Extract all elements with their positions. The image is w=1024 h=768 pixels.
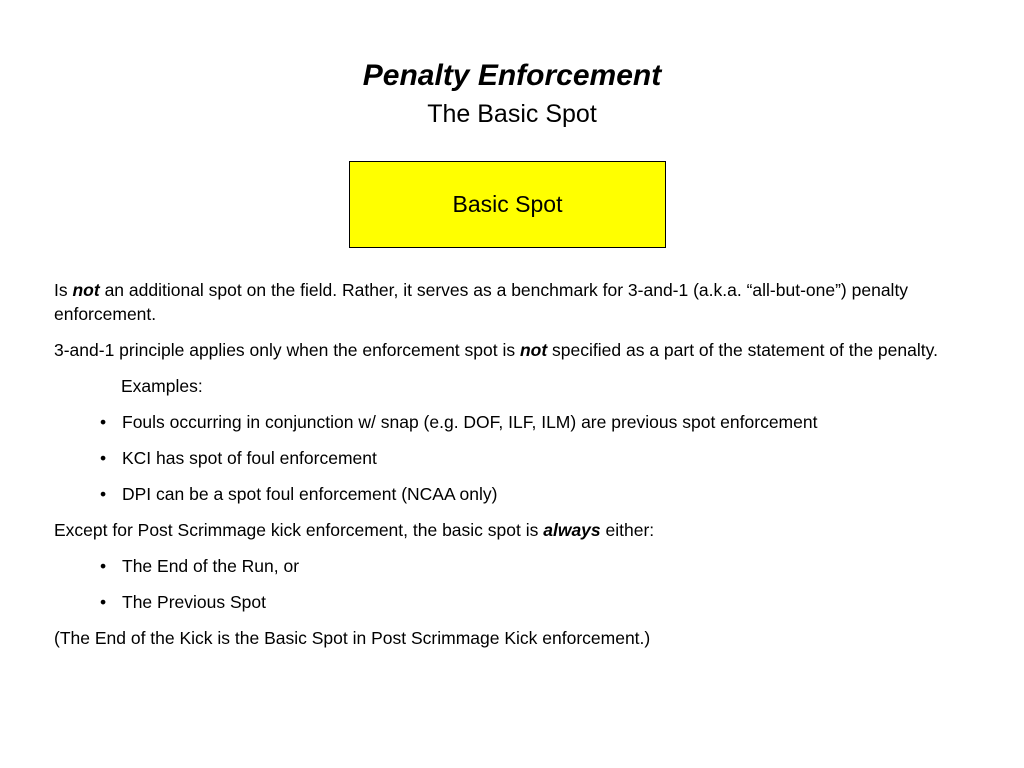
list-item-text: DPI can be a spot foul enforcement (NCAA only): [122, 484, 498, 504]
paragraph-except-post-scrimmage: [54, 518, 944, 542]
list-item-option: [100, 590, 944, 614]
emphasis-text: always: [543, 520, 601, 540]
list-item-option: [100, 554, 944, 578]
slide-subtitle: The Basic Spot: [427, 100, 597, 128]
paragraph-text: specified as a part of the statement of the penalty.: [547, 340, 938, 360]
bullet-icon: •: [100, 484, 107, 504]
paragraph-text: Except for Post Scrimmage kick enforcement, the basic spot is: [54, 520, 544, 540]
examples-label: Examples:: [121, 376, 203, 396]
list-item-example: [100, 410, 944, 434]
slide-body: [54, 278, 944, 662]
emphasis-text: not: [519, 340, 548, 360]
bullet-icon: •: [100, 592, 107, 612]
list-item-text: KCI has spot of foul enforcement: [122, 448, 377, 468]
slide-title: Penalty Enforcement: [362, 59, 662, 92]
basic-spot-box: [349, 161, 666, 248]
bullet-icon: •: [100, 412, 107, 432]
paragraph-text: Is: [54, 280, 73, 300]
bullet-icon: •: [100, 448, 107, 468]
list-item-example: [100, 482, 944, 506]
paragraph-not-additional-spot: [54, 278, 944, 326]
paragraph-end-of-kick-note: (The End of the Kick is the Basic Spot in Post Scrimmage Kick enforcement.): [54, 628, 651, 648]
list-item-example: [100, 446, 944, 470]
paragraph-3-and-1-principle: [54, 338, 944, 362]
basic-spot-box-label: Basic Spot: [452, 191, 563, 217]
list-item-text: Fouls occurring in conjunction w/ snap (e.g. DOF, ILF, ILM) are previous spot enforcement: [122, 412, 818, 432]
paragraph-text: 3-and-1 principle applies only when the enforcement spot is: [54, 340, 520, 360]
bullet-icon: •: [100, 556, 107, 576]
paragraph-text: an additional spot on the field. Rather, it serves as a benchmark for 3-and-1 (a.k.a. “all-but-one”) penalty enforcement.: [54, 280, 909, 324]
list-item-text: The End of the Run, or: [122, 556, 300, 576]
list-item-text: The Previous Spot: [122, 592, 266, 612]
emphasis-text: not: [72, 280, 100, 300]
paragraph-text: either:: [600, 520, 655, 540]
